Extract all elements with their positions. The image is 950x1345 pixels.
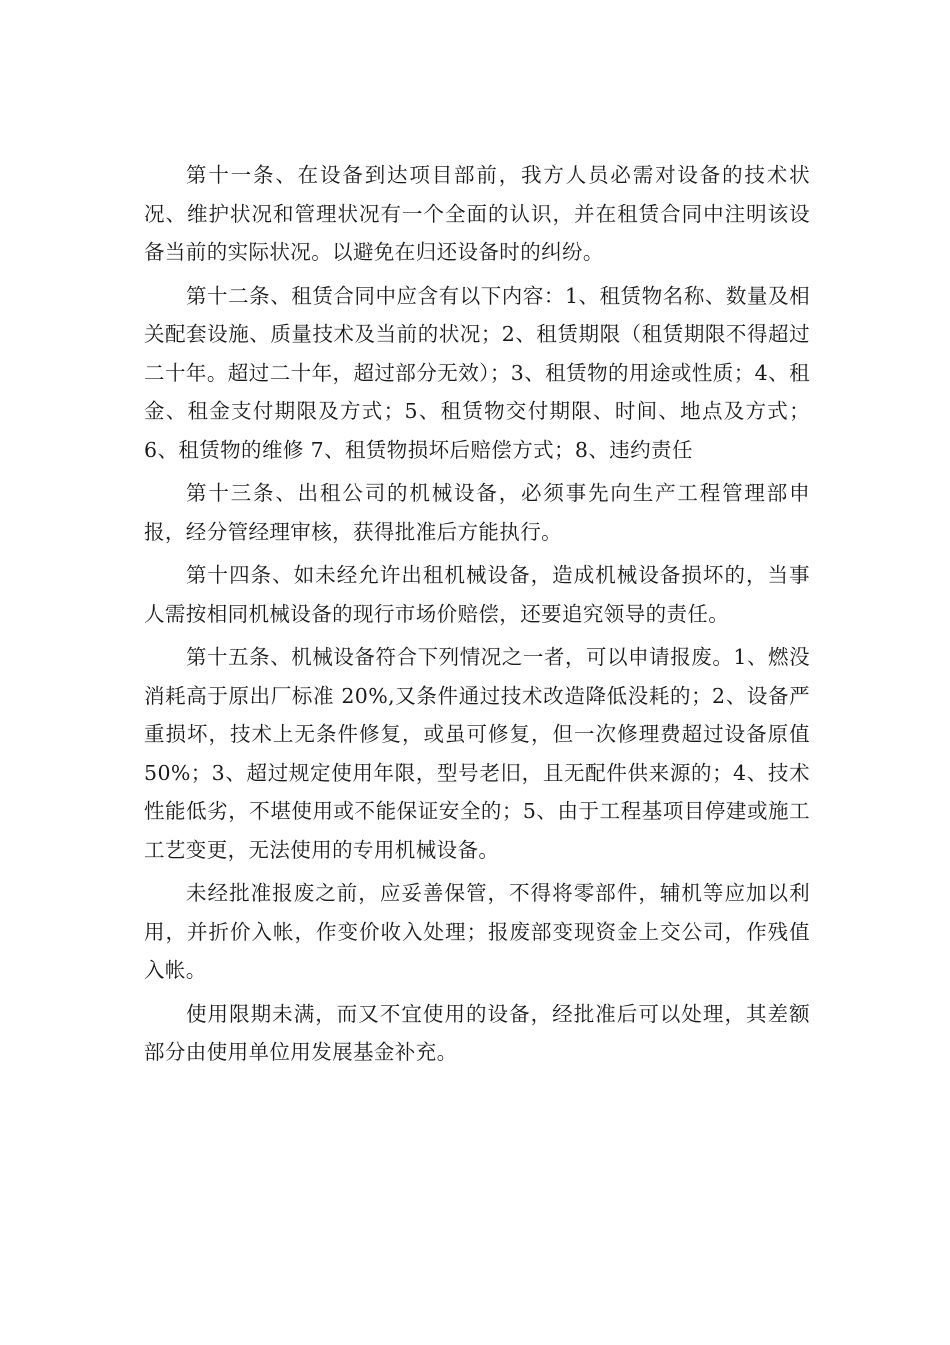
paragraph-article-14: 第十四条、如未经允许出租机械设备，造成机械设备损坏的，当事人需按相同机械设备的现行市场价赔偿，还要追究领导的责任。 — [144, 563, 810, 626]
paragraph-article-15: 第十五条、机械设备符合下列情况之一者，可以申请报废。1、燃没消耗高于原出厂标准 20%,又条件通过技术改造降低没耗的；2、设备严重损坏，技术上无条件修复，或虽可修复，但一次修理费超过设备原值 50%；3、超过规定使用年限，型号老旧，且无配件供来源的；4、技术性能低劣，不堪使用或不能保证安全的；5、由于工程基项目停建或施工工艺变更，无法使用的专用机械设备。 — [144, 645, 810, 862]
document-body — [144, 156, 810, 1077]
paragraph-article-12: 第十二条、租赁合同中应含有以下内容：1、租赁物名称、数量及相关配套设施、质量技术及当前的状况；2、租赁期限（租赁期限不得超过二十年。超过二十年，超过部分无效）；3、租赁物的用途或性质；4、租金、租金支付期限及方式；5、租赁物交付期限、时间、地点及方式；6、租赁物的维修 7、租赁物损坏后赔偿方式；8、违约责任 — [144, 283, 810, 462]
paragraph-early-disposal: 使用限期未满，而又不宜使用的设备，经批准后可以处理，其差额部分由使用单位用发展基金补充。 — [144, 1001, 810, 1064]
paragraph-article-13: 第十三条、出租公司的机械设备，必须事先向生产工程管理部申报，经分管经理审核，获得批准后方能执行。 — [144, 481, 810, 544]
paragraph-article-11: 第十一条、在设备到达项目部前，我方人员必需对设备的技术状况、维护状况和管理状况有一个全面的认识，并在租赁合同中注明该设备当前的实际状况。以避免在归还设备时的纠纷。 — [144, 163, 810, 264]
paragraph-scrap-custody: 未经批准报废之前，应妥善保管，不得将零部件，辅机等应加以利用，并折价入帐，作变价收入处理；报废部变现资金上交公司，作残值入帐。 — [144, 881, 810, 982]
